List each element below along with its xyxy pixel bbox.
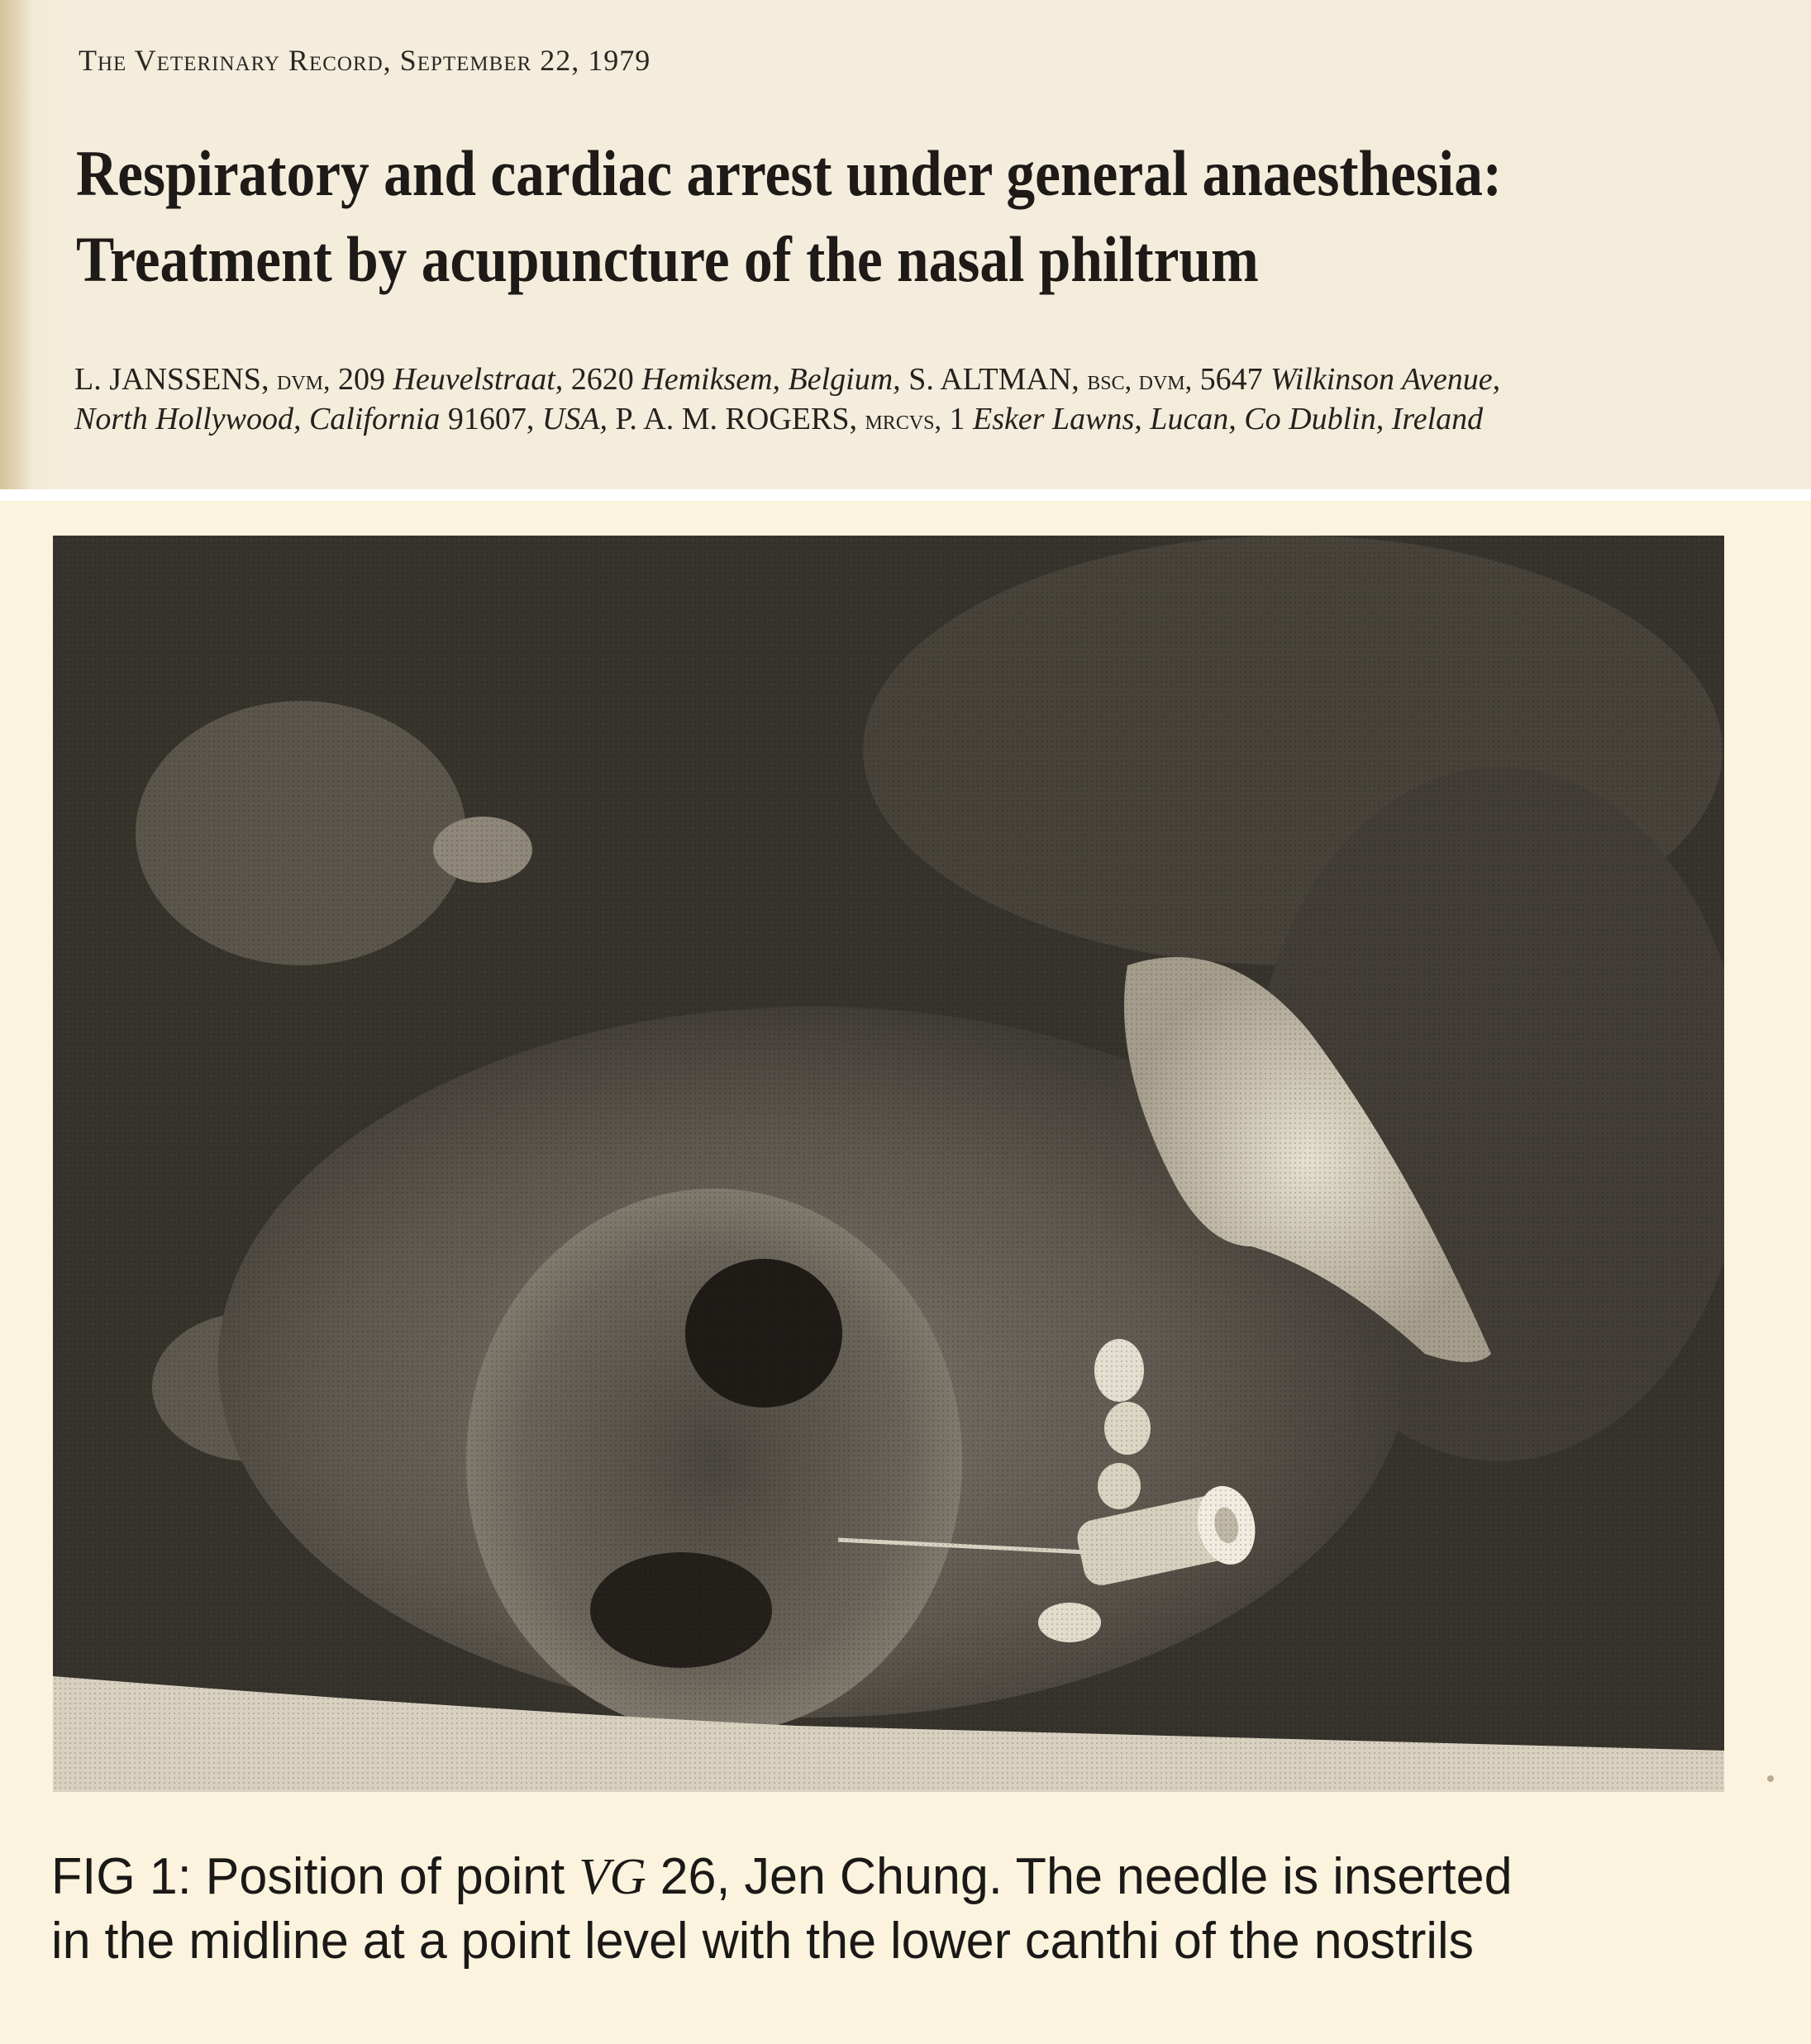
page-gutter-shadow xyxy=(0,0,31,489)
header-separator xyxy=(0,489,1811,501)
caption-line-1 xyxy=(51,1845,1745,1909)
author-3-address-number: 1 xyxy=(949,402,965,436)
caption-point-text: Position of point xyxy=(205,1848,565,1905)
author-2-street: Wilkinson Avenue, xyxy=(1270,362,1501,397)
author-3-name: P. A. M. ROGERS, xyxy=(615,402,857,436)
author-1-name: L. JANSSENS, xyxy=(74,362,269,397)
figure-caption xyxy=(51,1845,1745,1974)
author-1-city: Hemiksem, Belgium, xyxy=(641,362,901,397)
byline-line-1 xyxy=(74,360,1777,400)
author-2-address-number: 5647 xyxy=(1199,362,1263,397)
author-1-postcode: 2620 xyxy=(570,362,634,397)
figure-1-photograph xyxy=(53,536,1724,1792)
title-line-1: Respiratory and cardiac arrest under general anaesthesia: xyxy=(76,137,1503,209)
author-2-zip: 91607, xyxy=(447,402,535,436)
running-head: The Veterinary Record, September 22, 1979 xyxy=(79,44,651,77)
caption-point-code: VG xyxy=(579,1849,646,1905)
author-1-address-number: 209 xyxy=(337,362,385,397)
author-byline xyxy=(74,360,1777,440)
article-title xyxy=(76,131,1562,303)
figure-label: FIG 1: xyxy=(51,1848,192,1905)
author-2-name: S. ALTMAN, xyxy=(908,362,1079,397)
author-1-street: Heuvelstraat, xyxy=(393,362,564,397)
author-3-address: Esker Lawns, Lucan, Co Dublin, Ireland xyxy=(973,402,1484,436)
dog-muzzle-photo xyxy=(53,536,1724,1792)
halftone-screen xyxy=(53,536,1724,1792)
paper-speck xyxy=(1767,1775,1774,1782)
title-line-2: Treatment by acupuncture of the nasal philtrum xyxy=(76,223,1259,295)
author-2-degree: bsc, dvm, xyxy=(1087,365,1193,396)
author-3-degree: mrcvs, xyxy=(865,405,942,436)
byline-line-2 xyxy=(74,400,1777,440)
author-2-country: USA, xyxy=(541,402,608,436)
caption-line-1-rest: 26, Jen Chung. The needle is inserted xyxy=(660,1848,1513,1905)
author-1-degree: dvm, xyxy=(276,365,331,396)
caption-line-2: in the midline at a point level with the lower canthi of the nostrils xyxy=(51,1913,1475,1970)
author-2-city: North Hollywood, California xyxy=(74,402,441,436)
